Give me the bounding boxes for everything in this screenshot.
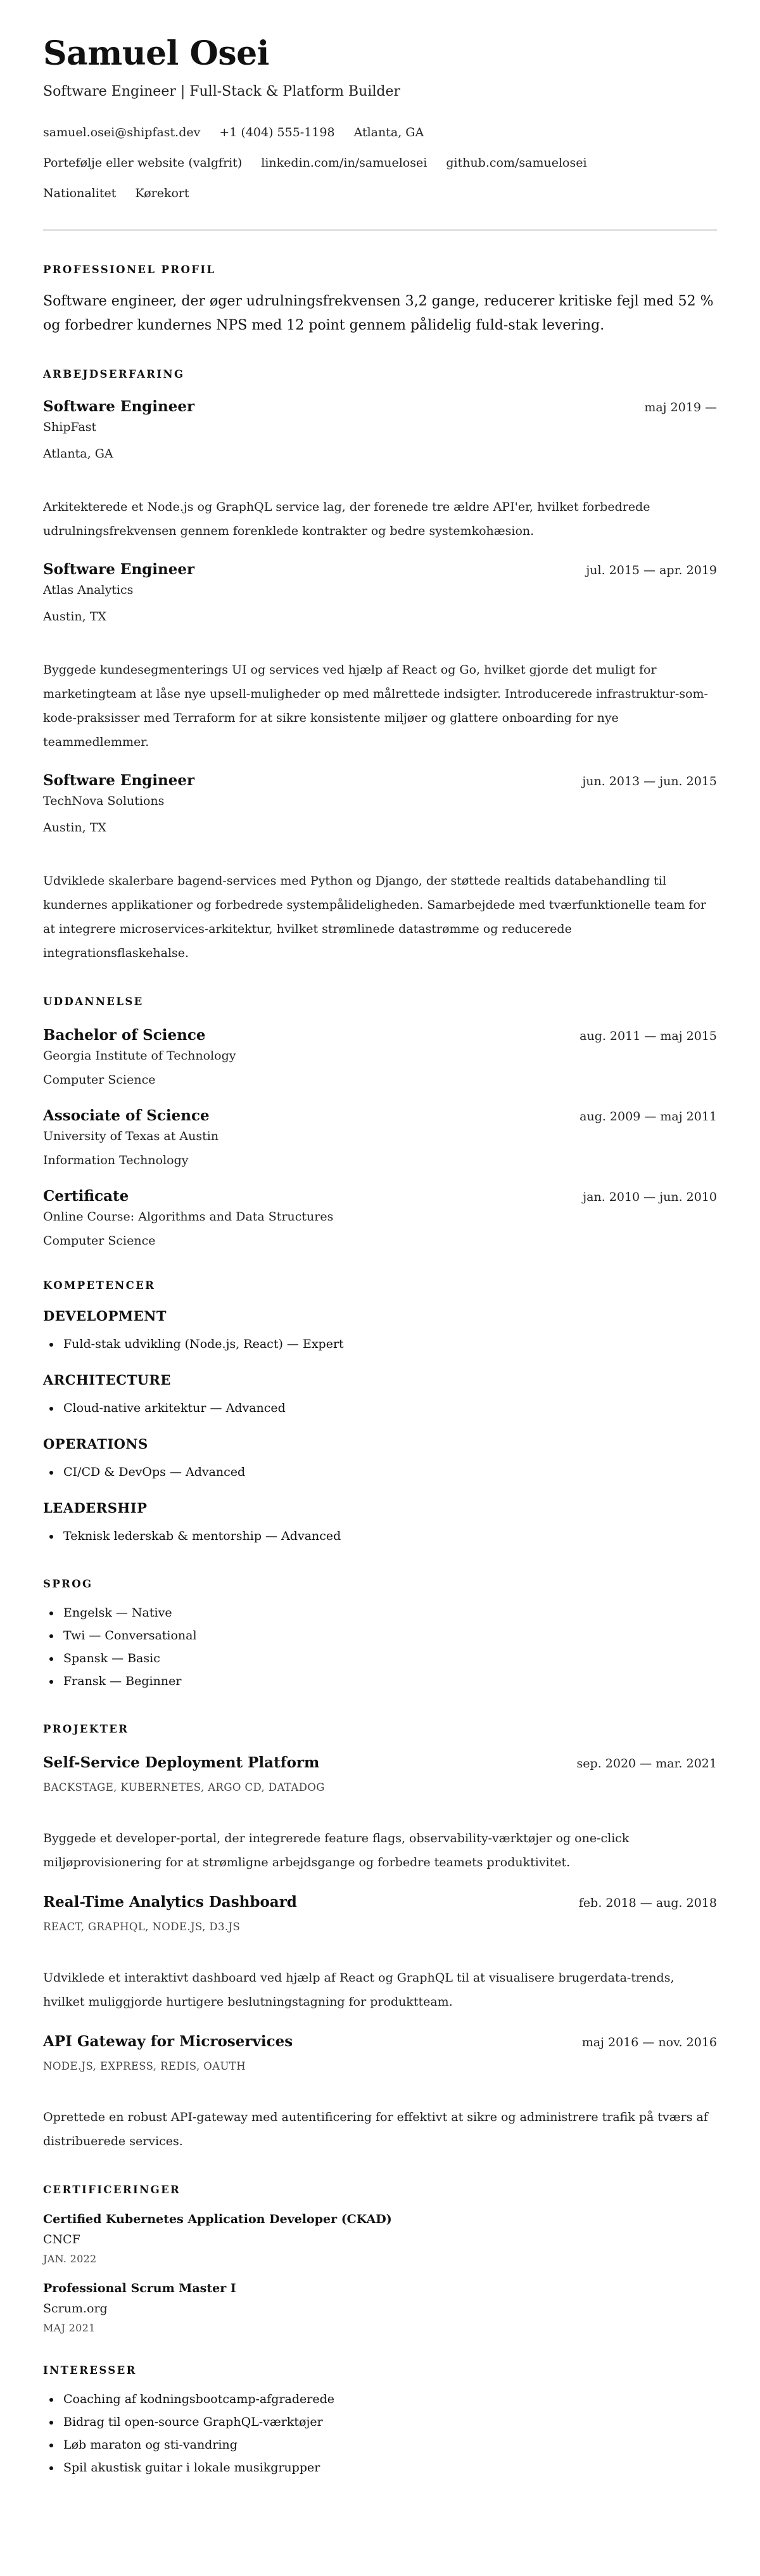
profile-summary: Software engineer, der øger udrulningsfrekvensen 3,2 gange, reducerer kritiske fejl med 52 % og forbedrer kundernes NPS med 12 point gennem pålidelig fuld-stak levering. [43, 293, 714, 333]
degree-title: Associate of Science [43, 1106, 210, 1124]
experience-entry [43, 772, 717, 965]
interest-list [43, 2388, 717, 2479]
job-company: Atlas Analytics [43, 582, 134, 597]
education-dates: aug. 2009 — maj 2011 [580, 1109, 717, 1124]
certification-date: JAN. 2022 [43, 2252, 97, 2265]
degree-title: Bachelor of Science [43, 1026, 206, 1044]
contact-row-extra [43, 184, 717, 203]
project-tech-stack: REACT, GRAPHQL, NODE.JS, D3.JS [43, 1920, 241, 1933]
job-location: Austin, TX [43, 609, 106, 624]
contact-row-links [43, 153, 717, 172]
school-name: University of Texas at Austin [43, 1129, 219, 1143]
skill-group-title: ARCHITECTURE [43, 1371, 171, 1388]
job-title: Software Engineer [43, 771, 195, 789]
project-dates: sep. 2020 — mar. 2021 [576, 1756, 717, 1771]
project-name: API Gateway for Microservices [43, 2032, 293, 2050]
section-title-skills: KOMPETENCER [43, 1279, 156, 1291]
resume-header [43, 35, 717, 231]
contact-linkedin[interactable]: linkedin.com/in/samuelosei [261, 155, 428, 170]
contact-drivers-license: Kørekort [135, 186, 189, 200]
project-name: Self-Service Deployment Platform [43, 1753, 320, 1771]
project-name: Real-Time Analytics Dashboard [43, 1893, 297, 1911]
skill-list [43, 1333, 717, 1355]
language-item: • Spansk — Basic [61, 1647, 717, 1670]
section-title-interests: INTERESSER [43, 2364, 137, 2376]
interest-item: • Bidrag til open-source GraphQL-værktøjer [61, 2411, 717, 2433]
skill-list [43, 1461, 717, 1483]
section-title-languages: SPROG [43, 1577, 93, 1590]
language-list [43, 1601, 717, 1693]
project-description: Oprettede en robust API-gateway med autentificering for effektivt at sikre og administrere trafik på tværs af distribuerede services. [43, 2110, 708, 2148]
section-interests [43, 2364, 717, 2479]
project-dates: feb. 2018 — aug. 2018 [578, 1895, 717, 1910]
interest-item: • Spil akustisk guitar i lokale musikgrupper [61, 2456, 717, 2479]
job-description: Udviklede skalerbare bagend-services med Python og Django, der støttede realtids databehandling til kundernes applikationer og forbedrede systempålideligheden. Samarbejdede med tværfunktionelle team for at integrere microservices-arkitektur, hvilket strømlinede datastrømme og reducerede integrationsflaskehalse. [43, 873, 706, 960]
experience-entry [43, 398, 717, 543]
skill-group [43, 1372, 717, 1419]
job-dates: jun. 2013 — jun. 2015 [582, 774, 717, 788]
certification-name: Professional Scrum Master I [43, 2281, 236, 2295]
project-tech-stack: NODE.JS, EXPRESS, REDIS, OAUTH [43, 2060, 246, 2072]
language-item: • Fransk — Beginner [61, 1670, 717, 1693]
project-entry [43, 1754, 717, 1874]
project-tech-stack: BACKSTAGE, KUBERNETES, ARGO CD, DATADOG [43, 1781, 325, 1793]
contact-portfolio[interactable]: Portefølje eller website (valgfrit) [43, 155, 243, 170]
section-title-experience: ARBEJDSERFARING [43, 368, 185, 380]
section-education [43, 996, 717, 1249]
certification-entry [43, 2212, 717, 2265]
skill-group-title: LEADERSHIP [43, 1499, 148, 1516]
section-title-profile: PROFESSIONEL PROFIL [43, 263, 216, 276]
project-description: Udviklede et interaktivt dashboard ved hjælp af React og GraphQL til at visualisere brugerdata-trends, hvilket muliggjorde hurtigere beslutningstagning for produktteam. [43, 1970, 674, 2009]
contact-phone[interactable]: +1 (404) 555-1198 [219, 125, 335, 139]
skill-group [43, 1500, 717, 1548]
skill-item: • Cloud-native arkitektur — Advanced [61, 1397, 717, 1419]
job-location: Austin, TX [43, 820, 106, 835]
contact-email[interactable]: samuel.osei@shipfast.dev [43, 125, 201, 139]
skill-group [43, 1436, 717, 1483]
school-name: Online Course: Algorithms and Data Structures [43, 1209, 334, 1224]
degree-title: Certificate [43, 1187, 129, 1205]
language-item: • Engelsk — Native [61, 1601, 717, 1624]
job-description: Byggede kundesegmenterings UI og services ved hjælp af React og Go, hvilket gjorde det muligt for marketingteam at låse nye upsell-muligheder op med målrettede indsigter. Introducerede infrastruktur-som-kode-praksisser med Terraform for at sikre konsistente miljøer og glattere onboarding for nye teammedlemmer. [43, 662, 708, 749]
education-dates: aug. 2011 — maj 2015 [580, 1028, 717, 1043]
education-entry [43, 1107, 717, 1169]
section-languages [43, 1578, 717, 1693]
certification-entry [43, 2281, 717, 2334]
section-title-certifications: CERTIFICERINGER [43, 2183, 181, 2196]
section-experience [43, 368, 717, 965]
job-location: Atlanta, GA [43, 446, 113, 461]
skill-item: • CI/CD & DevOps — Advanced [61, 1461, 717, 1483]
contact-location: Atlanta, GA [353, 125, 424, 139]
skill-item: • Teknisk lederskab & mentorship — Advanced [61, 1525, 717, 1548]
contact-nationality: Nationalitet [43, 186, 117, 200]
job-title: Software Engineer [43, 397, 195, 415]
skill-list [43, 1525, 717, 1548]
field-of-study: Computer Science [43, 1072, 156, 1087]
skill-item: • Fuld-stak udvikling (Node.js, React) — Expert [61, 1333, 717, 1355]
job-company: TechNova Solutions [43, 793, 165, 808]
skill-group [43, 1308, 717, 1355]
experience-entry [43, 561, 717, 754]
interest-item: • Løb maraton og sti-vandring [61, 2433, 717, 2456]
job-company: ShipFast [43, 420, 97, 434]
certification-date: MAJ 2021 [43, 2321, 96, 2334]
section-certifications [43, 2184, 717, 2334]
interest-item: • Coaching af kodningsbootcamp-afgraderede [61, 2388, 717, 2411]
skill-group-title: OPERATIONS [43, 1435, 148, 1452]
field-of-study: Computer Science [43, 1233, 156, 1248]
school-name: Georgia Institute of Technology [43, 1048, 236, 1063]
project-dates: maj 2016 — nov. 2016 [581, 2035, 717, 2049]
section-projects [43, 1723, 717, 2153]
field-of-study: Information Technology [43, 1153, 189, 1167]
project-description: Byggede et developer-portal, der integrerede feature flags, observability-værktøjer og one-click miljøprovisionering for at strømligne arbejdsgange og forbedre teamets produktivitet. [43, 1831, 630, 1869]
certification-name: Certified Kubernetes Application Developer (CKAD) [43, 2212, 392, 2226]
section-title-projects: PROJEKTER [43, 1722, 129, 1735]
section-skills [43, 1279, 717, 1548]
project-entry [43, 2033, 717, 2153]
education-entry [43, 1027, 717, 1088]
section-profile [43, 264, 717, 338]
job-title: Software Engineer [43, 560, 195, 578]
job-dates: maj 2019 — [644, 400, 717, 414]
education-dates: jan. 2010 — jun. 2010 [583, 1189, 717, 1204]
job-dates: jul. 2015 — apr. 2019 [586, 563, 717, 577]
project-entry [43, 1894, 717, 2014]
job-description: Arkitekterede et Node.js og GraphQL service lag, der forenede tre ældre API'er, hvilket forbedrede udrulningsfrekvensen gennem forenklede kontrakter og bedre systemkohæsion. [43, 499, 650, 538]
contact-github[interactable]: github.com/samuelosei [446, 155, 587, 170]
header-divider [43, 229, 717, 231]
contact-row-primary [43, 123, 717, 142]
skill-list [43, 1397, 717, 1419]
education-entry [43, 1188, 717, 1249]
certification-issuer: CNCF [43, 2232, 80, 2246]
language-item: • Twi — Conversational [61, 1624, 717, 1647]
candidate-name: Samuel Osei [43, 34, 269, 73]
section-title-education: UDDANNELSE [43, 995, 144, 1008]
skill-group-title: DEVELOPMENT [43, 1307, 167, 1324]
certification-issuer: Scrum.org [43, 2301, 108, 2316]
candidate-headline: Software Engineer | Full-Stack & Platform Builder [43, 84, 401, 100]
